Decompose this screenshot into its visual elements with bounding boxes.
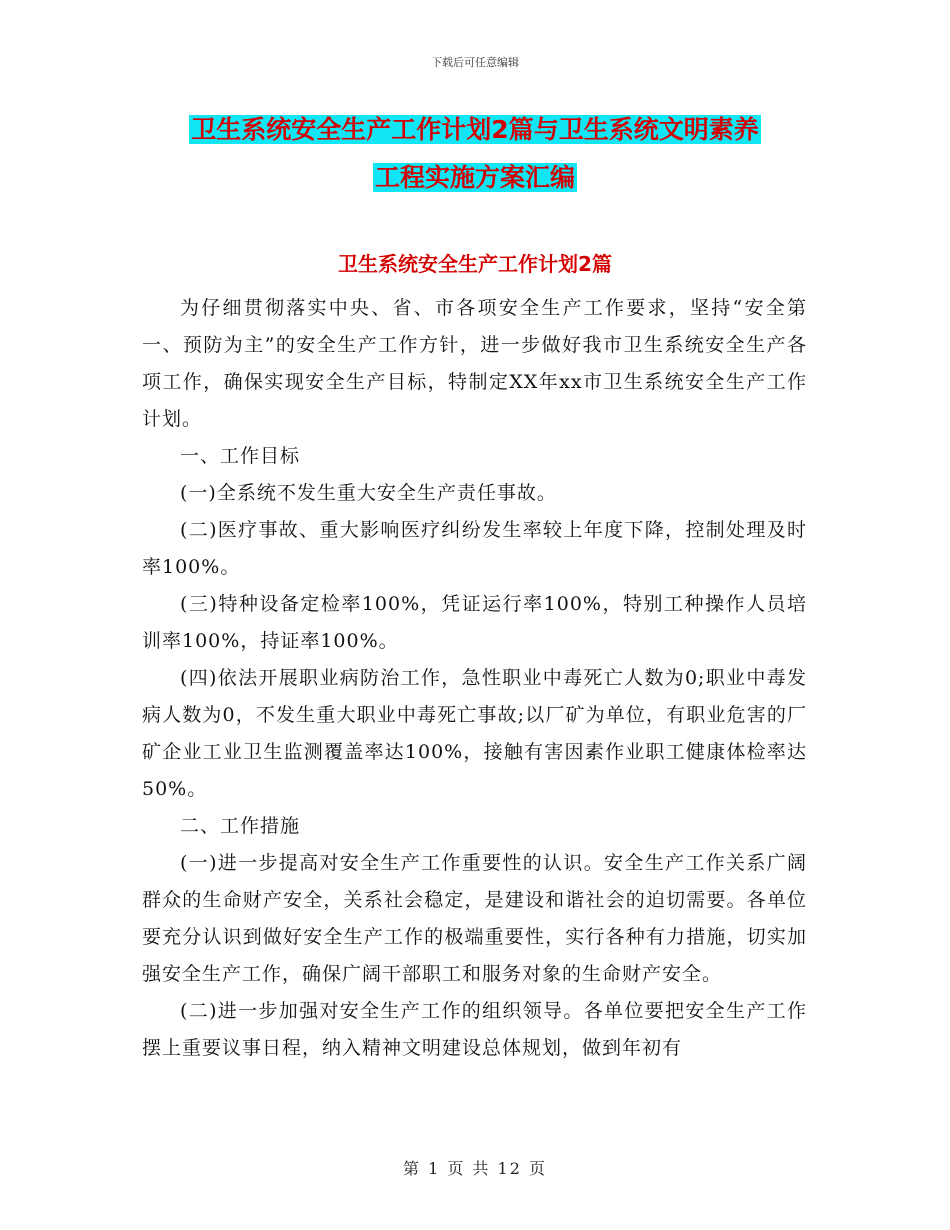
paragraph: (四)依法开展职业病防治工作，急性职业中毒死亡人数为0;职业中毒发病人数为0，不发生重大职业中毒死亡事故;以厂矿为单位，有职业危害的厂矿企业工业卫生监测覆盖率达100%，接触有害因素作业职工健康体检率达50%。	[142, 667, 807, 800]
paragraph: (二)医疗事故、重大影响医疗纠纷发生率较上年度下降，控制处理及时率100%。	[142, 519, 807, 578]
document-body	[142, 290, 807, 1067]
page-number-footer: 第 1 页 共 12 页	[403, 1159, 547, 1178]
header-note: 下载后可任意编辑	[431, 56, 519, 69]
paragraph: (一)全系统不发生重大安全生产责任事故。	[180, 482, 557, 504]
paragraph: (二)进一步加强对安全生产工作的组织领导。各单位要把安全生产工作摆上重要议事日程，纳入精神文明建设总体规划，做到年初有	[142, 1000, 807, 1059]
paragraph: (一)进一步提高对安全生产工作重要性的认识。安全生产工作关系广阔群众的生命财产安全，关系社会稳定，是建设和谐社会的迫切需要。各单位要充分认识到做好安全生产工作的极端重要性，实行各种有力措施，切实加强安全生产工作，确保广阔干部职工和服务对象的生命财产安全。	[142, 852, 807, 985]
paragraph: 一、工作目标	[180, 445, 301, 467]
document-title	[130, 106, 820, 202]
paragraph: 二、工作措施	[180, 815, 301, 837]
document-title-line-2: 工程实施方案汇编	[374, 163, 575, 192]
section-title: 卫生系统安全生产工作计划2篇	[338, 252, 612, 276]
document-title-line-1: 卫生系统安全生产工作计划2篇与卫生系统文明素养	[191, 115, 759, 144]
paragraph: 为仔细贯彻落实中央、省、市各项安全生产工作要求，坚持“安全第一、预防为主”的安全生产工作方针，进一步做好我市卫生系统安全生产各项工作，确保实现安全生产目标，特制定XX年xx市卫生系统安全生产工作计划。	[142, 297, 807, 430]
paragraph: (三)特种设备定检率100%，凭证运行率100%，特别工种操作人员培训率100%，持证率100%。	[142, 593, 807, 652]
